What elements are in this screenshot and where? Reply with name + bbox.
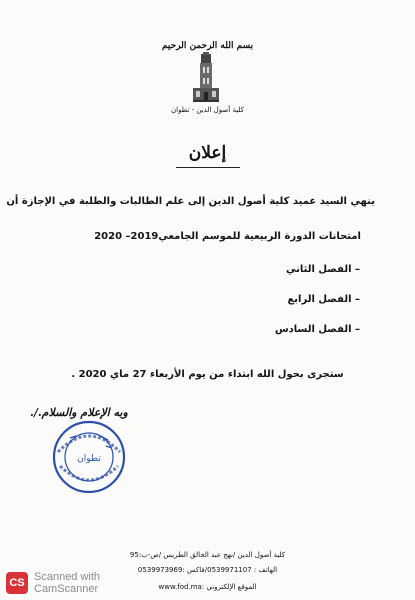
body-line-3: ستجرى بحول الله ابتداء من يوم الأربعاء 27 ماي 2020 . (71, 369, 344, 380)
watermark-line-1: Scanned with (34, 571, 101, 583)
faculty-name: كلية أصول الدين - تطوان (171, 106, 244, 114)
body-line-1: ينهي السيد عميد كلية أصول الدين إلى علم الطالبات والطلبة في الإجازة أن (6, 196, 375, 207)
closing-signoff: وبه الإعلام والسلام./. (30, 406, 128, 419)
camscanner-watermark (34, 571, 100, 595)
stamp-center-text: تطوان (77, 454, 101, 464)
announcement-title: إعلان (188, 143, 227, 163)
basmala: بسم الله الرحمن الرحيم (161, 41, 254, 51)
semester-item: – الفصل السادس (274, 324, 360, 335)
official-stamp (50, 418, 128, 496)
footer-phone: الهاتف : 0539971107/فاكس :0539973969 (137, 566, 278, 574)
watermark-line-2: CamScanner (34, 583, 99, 595)
footer-address: كلية أصول الدين /نهج عبد الخالق الطريس /ص-ب:95 (129, 551, 286, 559)
title-underline (176, 167, 240, 168)
semester-item: – الفصل الثاني (285, 264, 360, 275)
camscanner-logo-icon: CS (6, 572, 28, 594)
faculty-logo-tower (193, 52, 219, 104)
semester-item: – الفصل الرابع (287, 294, 360, 305)
body-line-2: امتحانات الدورة الربيعية للموسم الجامعي2019– 2020 (94, 231, 361, 242)
footer-website: www.fod.ma: الموقع الإلكتروني (158, 583, 257, 591)
